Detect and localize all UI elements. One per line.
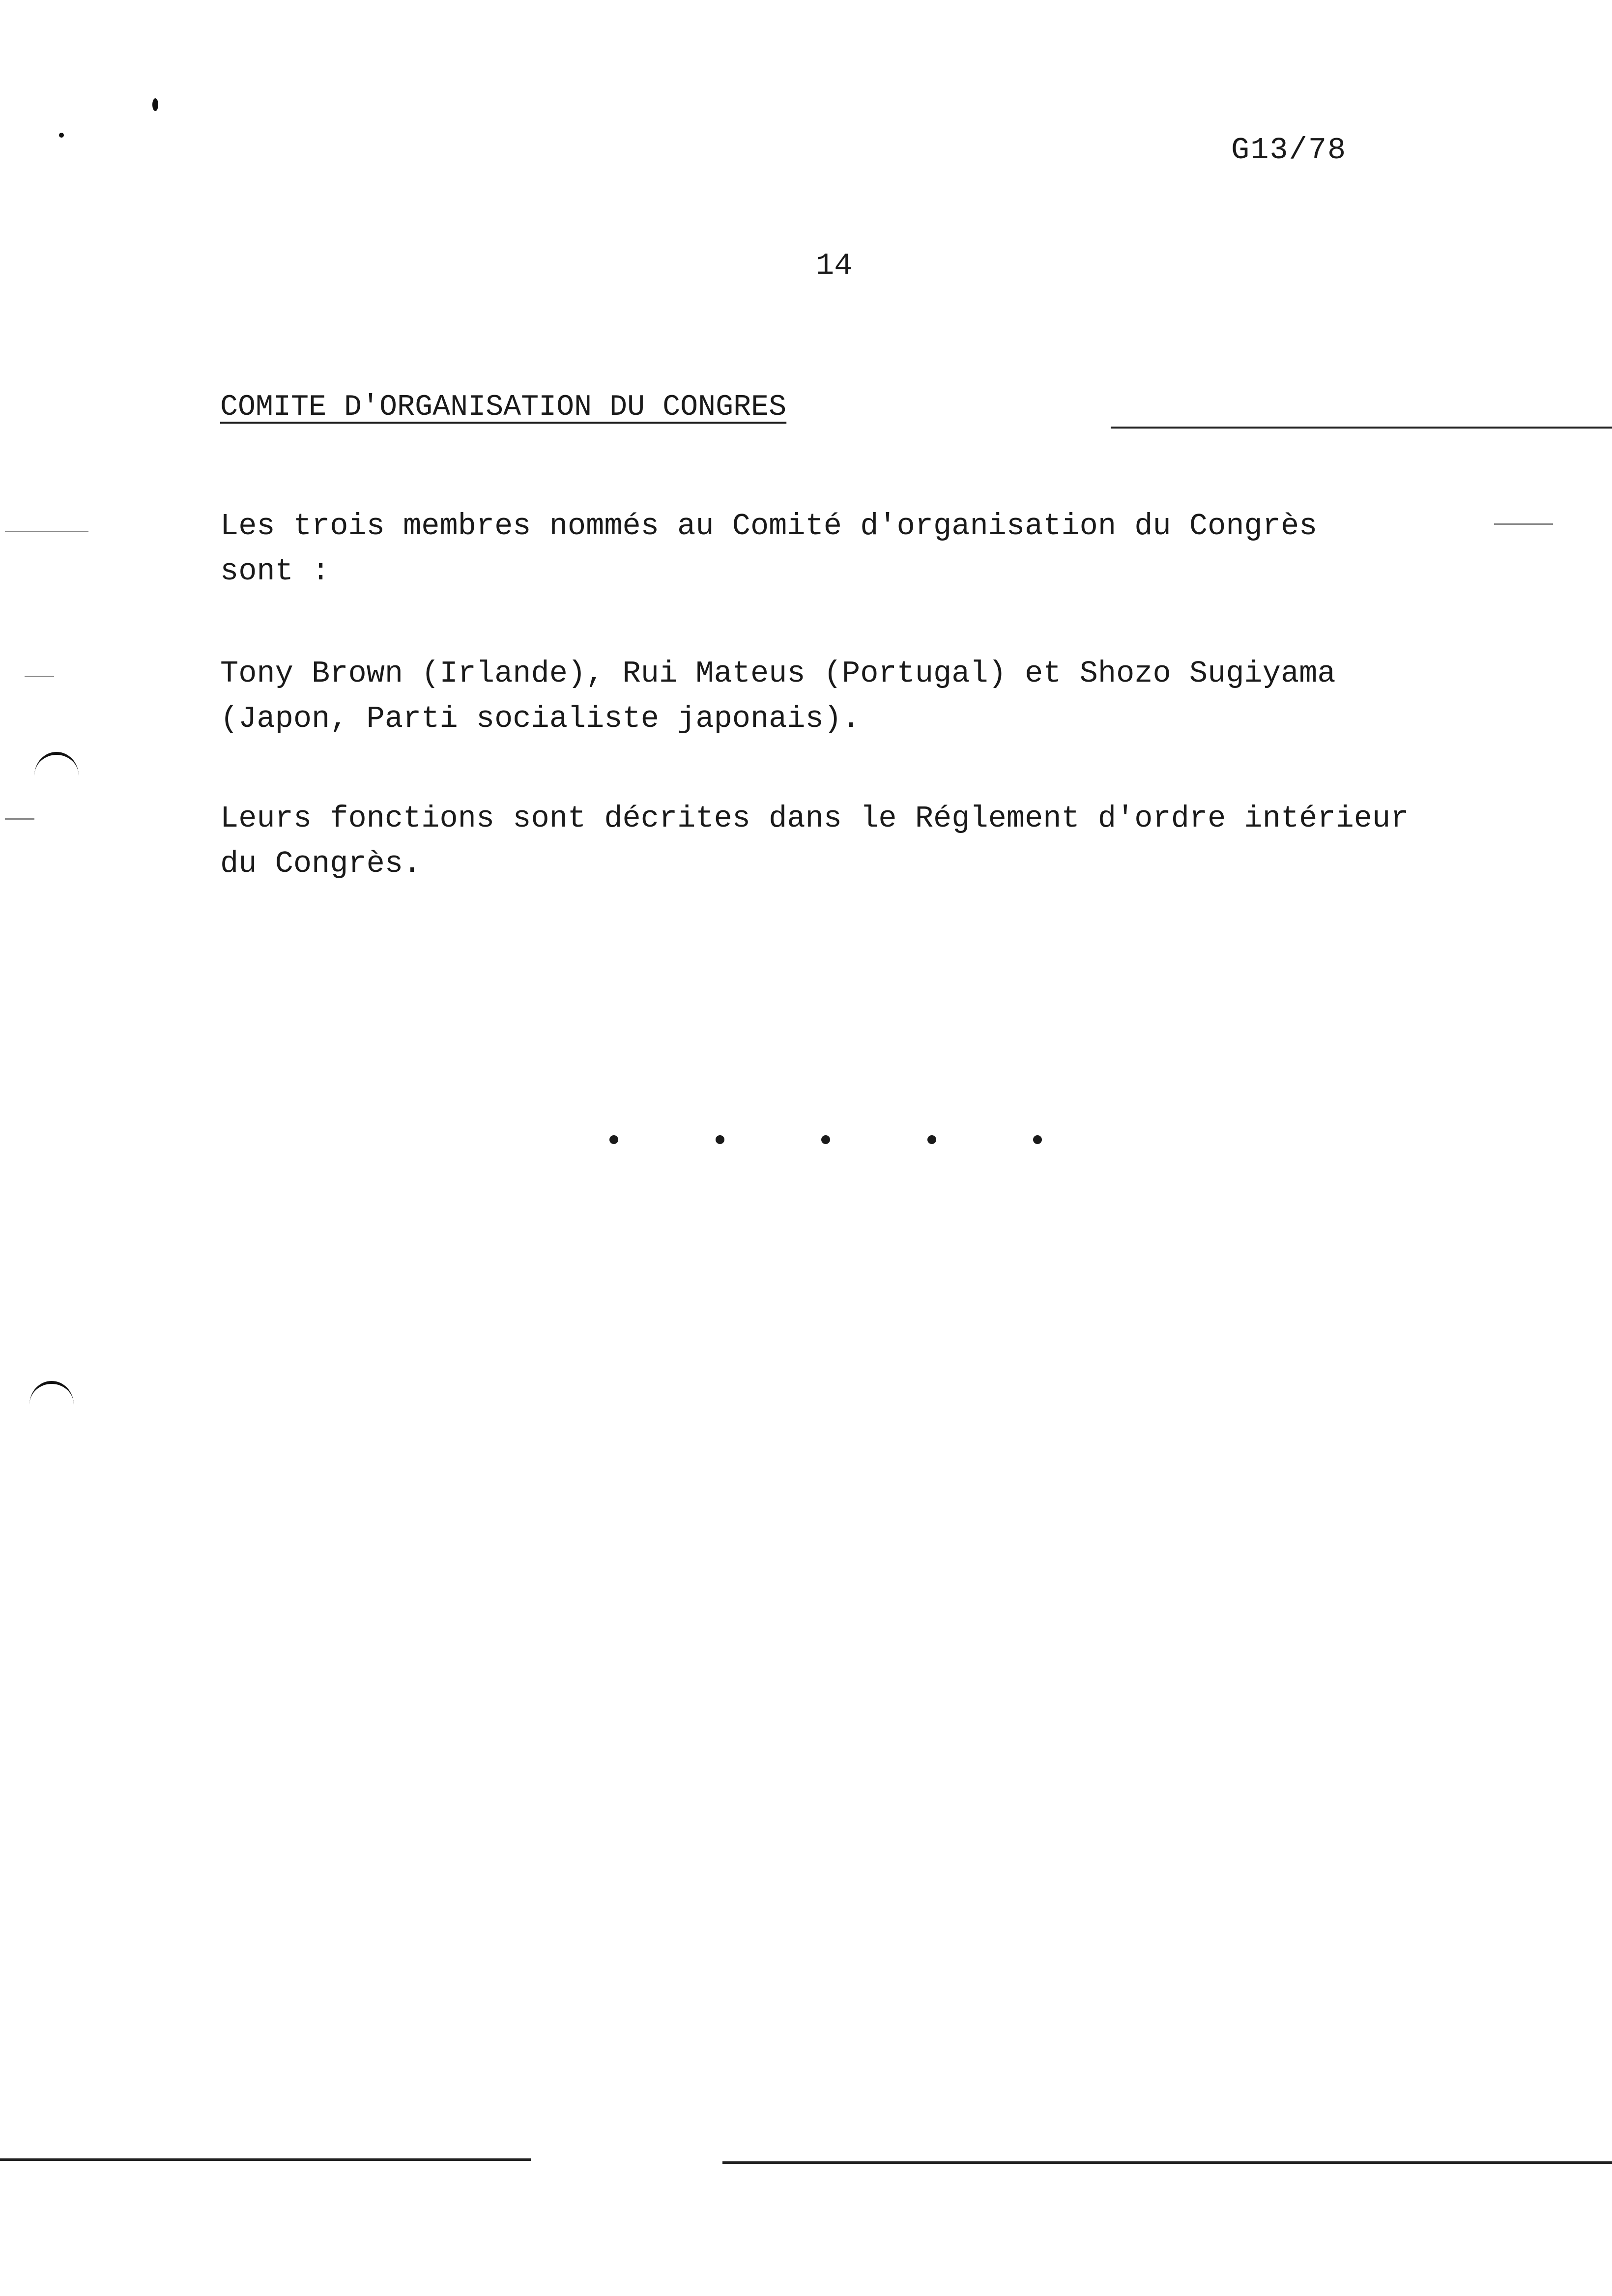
- paragraph-line: (Japon, Parti socialiste japonais).: [220, 701, 861, 736]
- separator-star: [609, 1135, 618, 1144]
- paragraph-line: Tony Brown (Irlande), Rui Mateus (Portugal) et Shozo Sugiyama: [220, 656, 1336, 691]
- separator-star: [821, 1135, 830, 1144]
- margin-artifact: [5, 531, 88, 532]
- footer-rule: [722, 2161, 1612, 2164]
- margin-artifact: [1494, 523, 1553, 525]
- separator-star: [1033, 1135, 1042, 1144]
- section-heading: COMITE D'ORGANISATION DU CONGRES: [220, 391, 787, 424]
- paragraph-names: [220, 651, 1537, 742]
- separator-star: [927, 1135, 936, 1144]
- footer-rule: [0, 2158, 531, 2161]
- margin-artifact: [5, 818, 34, 820]
- punch-hole-mark: [34, 752, 79, 799]
- document-reference: G13/78: [1231, 133, 1347, 168]
- paragraph-members: [220, 504, 1537, 594]
- ink-speck: [152, 98, 158, 111]
- paragraph-line: Leurs fonctions sont décrites dans le Réglement d'ordre intérieur: [220, 801, 1409, 836]
- page-number: 14: [816, 248, 853, 283]
- paragraph-functions: [220, 796, 1537, 887]
- section-separator: [609, 1135, 1042, 1165]
- heading-rule: [1111, 427, 1612, 429]
- separator-star: [716, 1135, 724, 1144]
- ink-speck: [59, 133, 64, 138]
- margin-artifact: [25, 676, 54, 677]
- punch-hole-mark: [29, 1381, 74, 1428]
- paragraph-line: du Congrès.: [220, 846, 422, 881]
- paragraph-line: sont :: [220, 554, 330, 589]
- paragraph-line: Les trois membres nommés au Comité d'organisation du Congrès: [220, 509, 1318, 544]
